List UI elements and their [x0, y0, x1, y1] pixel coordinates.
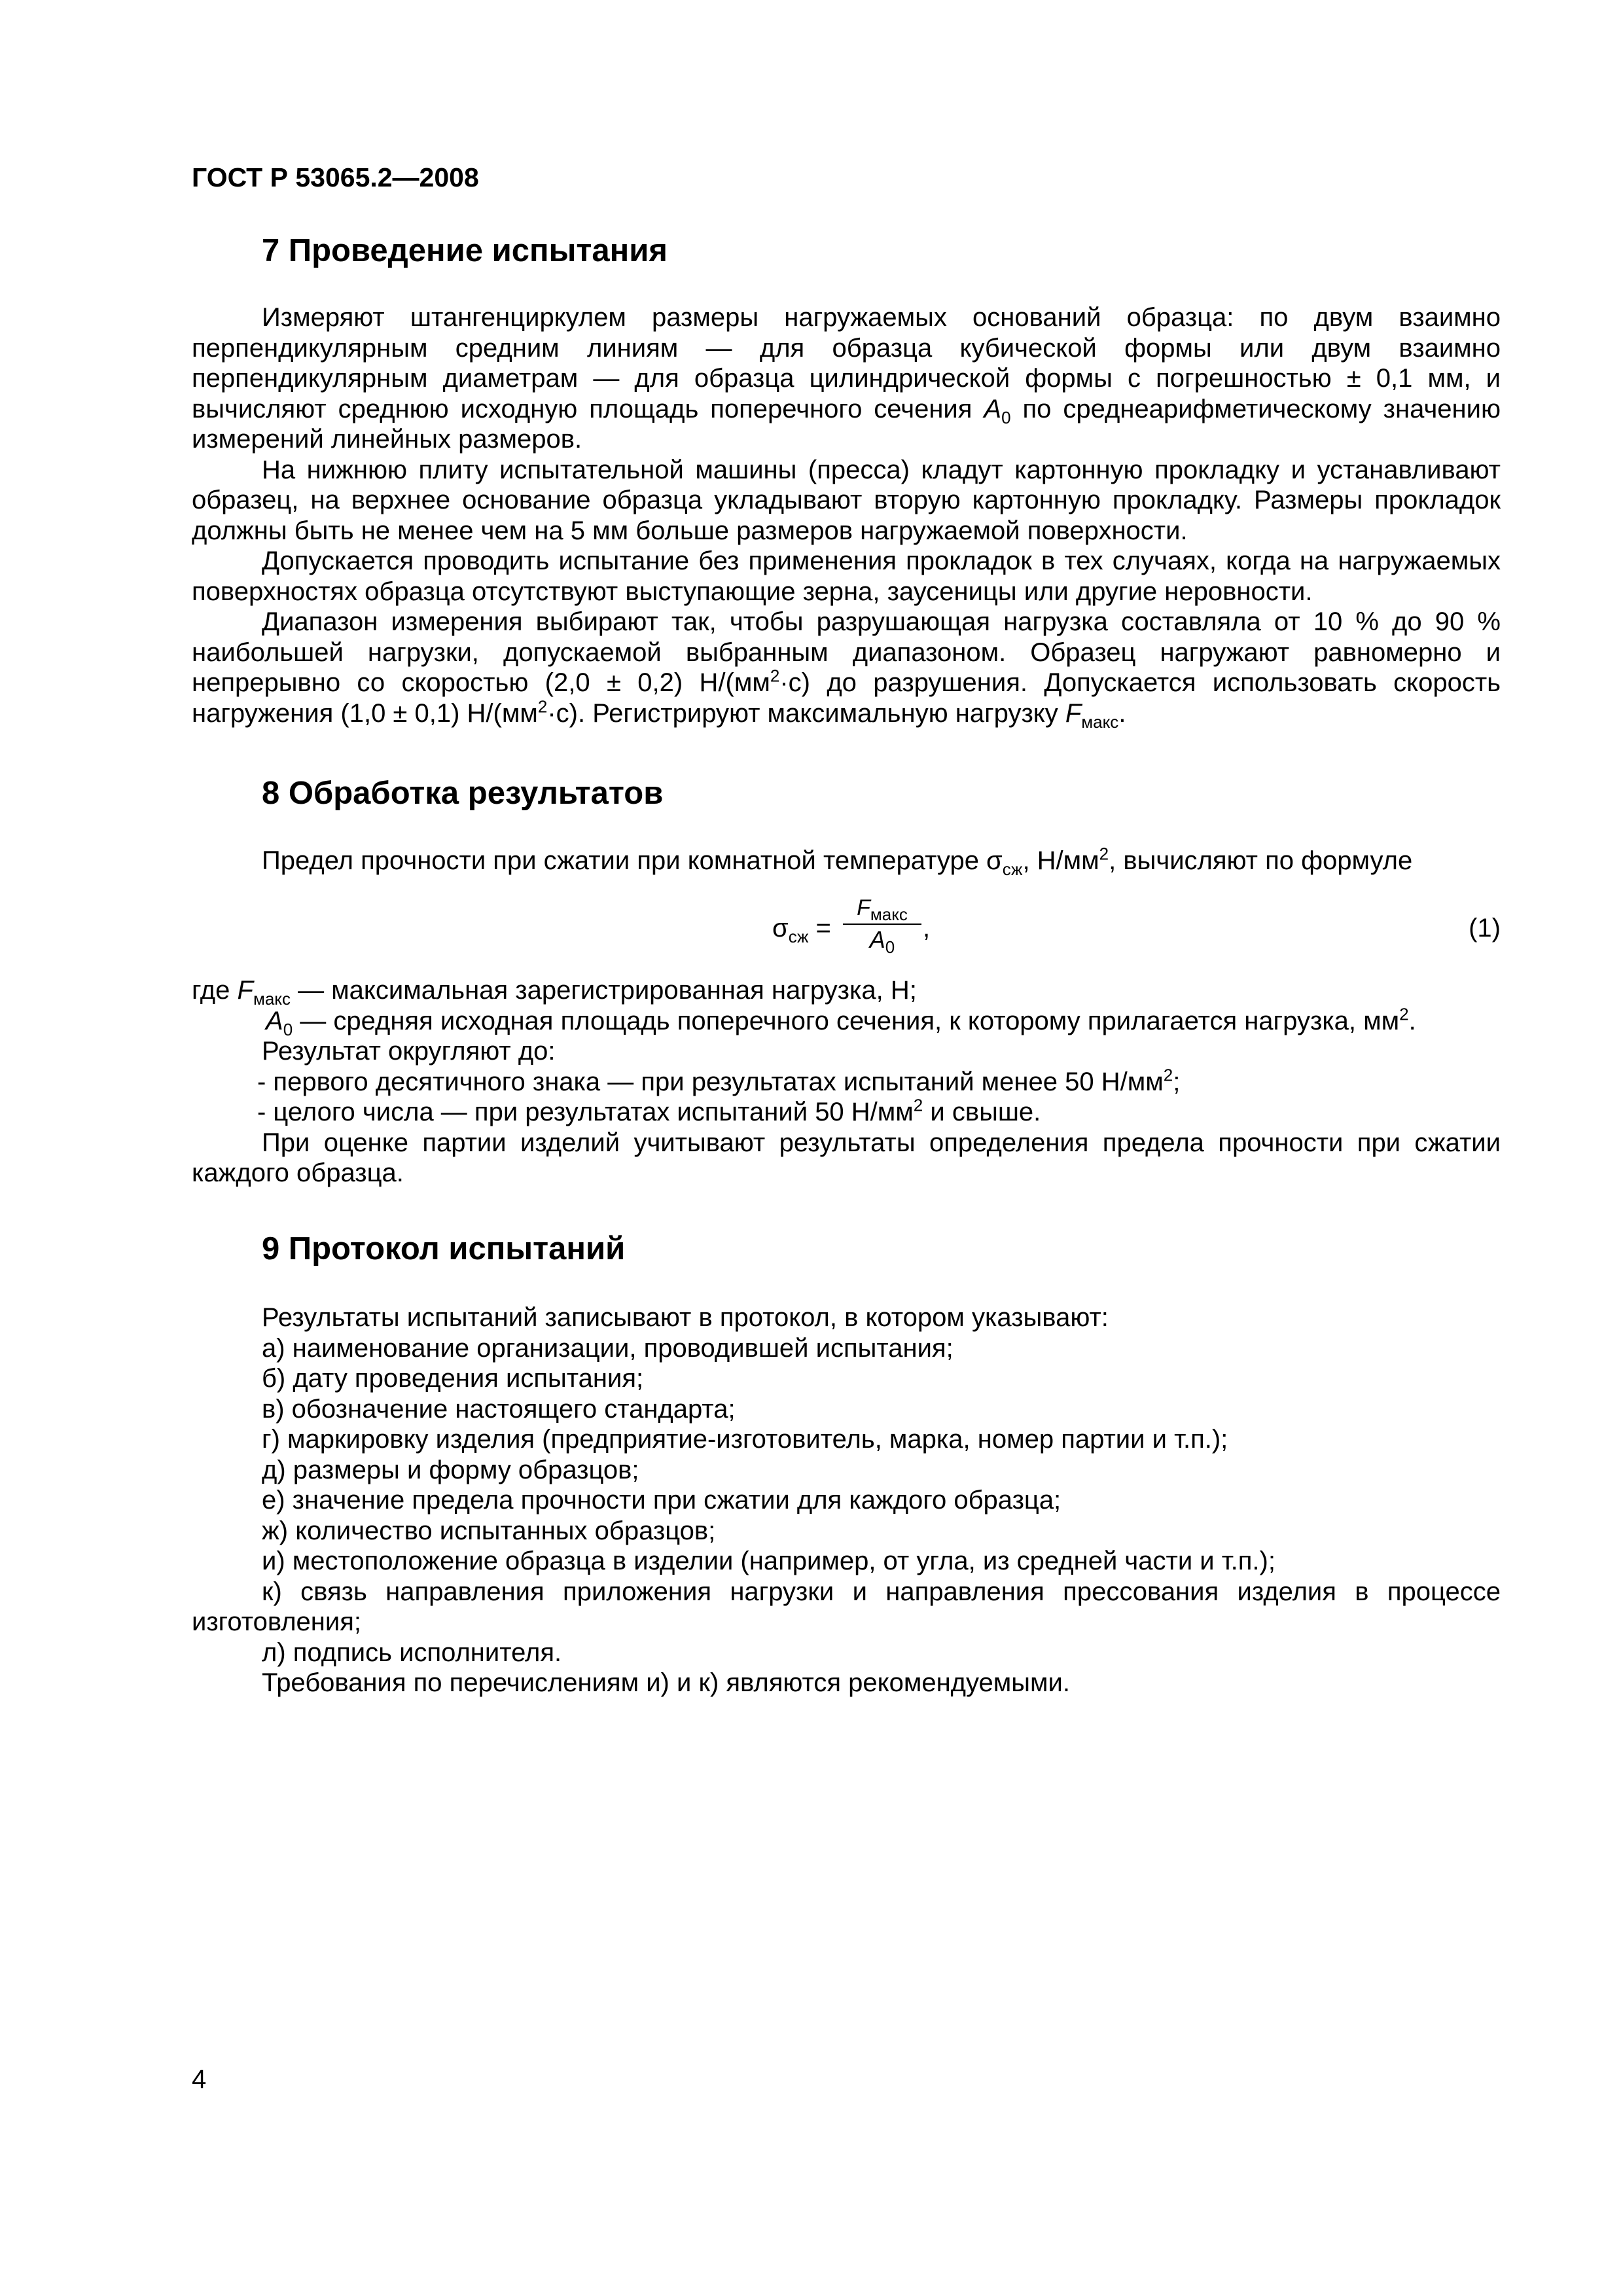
formula-lhs: $\sigma_{сж}$ = [772, 914, 831, 946]
section-9-heading: 9 Протокол испытаний [262, 1231, 626, 1266]
formula-fraction [843, 895, 921, 958]
formula-where-a0: $A_0$ — средняя исходная площадь поперечного сечения, к которому прилагается нагрузка, $мм^2$. [266, 1004, 1416, 1039]
protocol-item: л) подпись исполнителя. [262, 1638, 562, 1667]
section-9-body [192, 1302, 1501, 1698]
section-8-intro: Предел прочности при сжатии при комнатной температуре $\sigma_{сж}$, $Н/мм^2$, вычисляют по формуле [262, 844, 1413, 879]
document-header: ГОСТ Р 53065.2—2008 [192, 162, 479, 192]
section-8-body [192, 975, 1501, 1189]
rounding-intro: Результат округляют до: [262, 1037, 556, 1066]
section-9-final: Требования по перечислениям и) и к) являются рекомендуемыми. [262, 1668, 1070, 1697]
section-8-final: При оценке партии изделий учитывают результаты определения предела прочности при сжатии каждого образца. [192, 1128, 1501, 1187]
formula-denominator: $A_0$ [869, 926, 895, 958]
section-7-paragraph-1: Измеряют штангенциркулем размеры нагружаемых оснований образца: по двум взаимно перпендикулярным средним линиям — для образца кубической формы или двум взаимно перпендикулярным диаметрам — для образца цилиндрической формы с погрешностью ± 0,1 мм, и вычисляют среднюю исходную площадь поперечного сечения $A_0$ по среднеарифметическому значению измерений линейных размеров. [192, 303, 1501, 454]
section-8-heading: 8 Обработка результатов [262, 776, 664, 811]
protocol-item: ж) количество испытанных образцов; [262, 1516, 716, 1545]
page-number: 4 [192, 2065, 207, 2094]
rounding-item-2: - целого числа — при результатах испытаний 50 $Н/мм^2$ и свыше. [257, 1095, 1041, 1126]
protocol-item: д) размеры и форму образцов; [262, 1455, 639, 1484]
section-7-heading: 7 Проведение испытания [262, 233, 668, 268]
protocol-item: и) местоположение образца в изделии (например, от угла, из средней части и т.п.); [262, 1547, 1275, 1575]
formula-numerator: $F_{макс}$ [843, 895, 921, 925]
protocol-item: г) маркировку изделия (предприятие-изготовитель, марка, номер партии и т.п.); [262, 1425, 1228, 1454]
protocol-item: е) значение предела прочности при сжатии для каждого образца; [262, 1486, 1061, 1515]
section-9-intro: Результаты испытаний записывают в протокол, в котором указывают: [262, 1303, 1109, 1332]
protocol-item: к) связь направления приложения нагрузки и направления прессования изделия в процессе изготовления; [192, 1577, 1501, 1636]
protocol-item: б) дату проведения испытания; [262, 1364, 644, 1393]
section-7-paragraph-4: Диапазон измерения выбирают так, чтобы разрушающая нагрузка составляла от 10 % до 90 % наибольшей нагрузки, допускаемой выбранным диапазоном. Образец нагружают равномерно и непрерывно со скоростью (2,0 ± 0,2) $Н/(мм^2\cdot с)$ до разрушения. Допускается использовать скорость нагружения (1,0 ± 0,1) $Н/(мм^2\cdot с)$. Регистрируют максимальную нагрузку $F_{макс}$. [192, 607, 1501, 732]
protocol-item: а) наименование организации, проводившей испытания; [262, 1333, 954, 1363]
rounding-item-1: - первого десятичного знака — при результатах испытаний менее 50 $Н/мм^2$; [257, 1065, 1181, 1096]
formula-1: $\sigma_{сж}$ = $F_{макс}$ $A_0$ , (1) [772, 895, 1501, 958]
section-7-paragraph-3: Допускается проводить испытание без применения прокладок в тех случаях, когда на нагружаемых поверхностях образца отсутствуют выступающие зерна, заусеницы или другие неровности. [192, 547, 1501, 606]
section-7-paragraph-2: На нижнюю плиту испытательной машины (пресса) кладут картонную прокладку и устанавливают образец, на верхнее основание образца укладывают вторую картонную прокладку. Размеры прокладок должны быть не менее чем на 5 мм больше размеров нагружаемой поверхности. [192, 455, 1501, 545]
formula-number: (1) [1469, 914, 1501, 942]
formula-where-fmax: где $F_{макс}$ — максимальная зарегистрированная нагрузка, Н; [192, 976, 917, 1009]
protocol-item: в) обозначение настоящего стандарта; [262, 1394, 736, 1424]
section-7-body [192, 302, 1501, 732]
